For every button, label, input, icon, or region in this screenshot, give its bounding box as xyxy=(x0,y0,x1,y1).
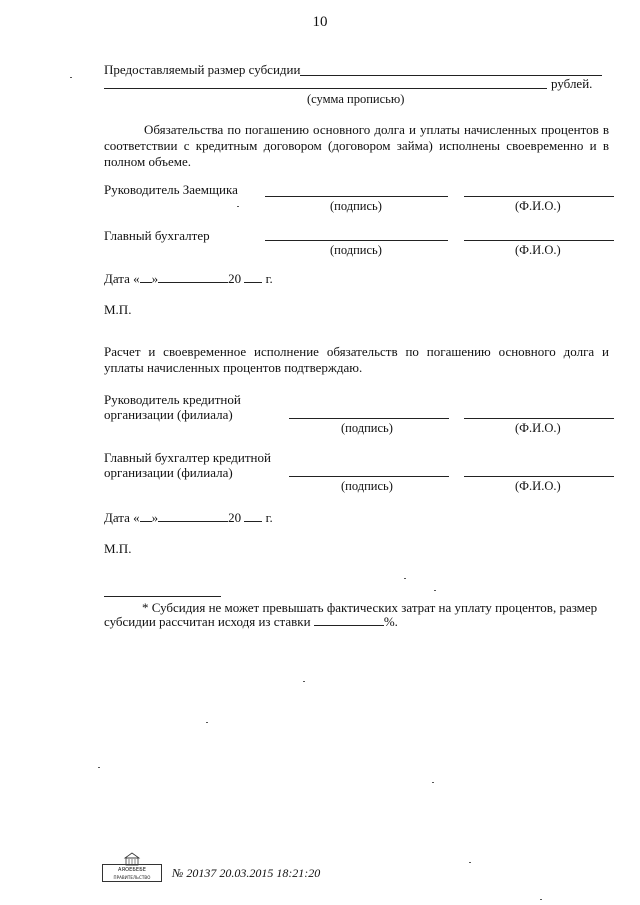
footnote-line-2 xyxy=(104,614,398,630)
obligations-paragraph: Обязательства по погашению основного долга и уплаты начисленных процентов в соответствии с кредитным договором (договором займа) исполнены своевременно и в полном объеме. xyxy=(104,122,609,169)
bank-head-label xyxy=(104,392,241,422)
bank-head-signature-caption: (подпись) xyxy=(341,421,393,435)
borrower-head-signature-caption: (подпись) xyxy=(330,199,382,213)
borrower-accountant-signature-line[interactable] xyxy=(265,240,448,241)
borrower-head-label: Руководитель Заемщика xyxy=(104,182,238,197)
bank-head-signature-line[interactable] xyxy=(289,418,449,419)
scan-speck xyxy=(404,578,406,579)
subsidy-label: Предоставляемый размер субсидии xyxy=(104,62,301,77)
confirmation-paragraph: Расчет и своевременное исполнение обязательств по погашению основного долга и уплаты начисленных процентов подтверждаю. xyxy=(104,344,609,375)
borrower-date-quote-close: » xyxy=(151,271,159,286)
bank-date-month-field[interactable] xyxy=(158,510,228,522)
bank-accountant-signature-line[interactable] xyxy=(289,476,449,477)
scan-speck xyxy=(70,77,72,78)
stamp-box xyxy=(102,864,162,882)
scan-speck xyxy=(432,782,434,783)
borrower-accountant-signature-caption: (подпись) xyxy=(330,243,382,257)
bank-date-day-field[interactable] xyxy=(140,510,152,522)
subsidy-caption: (сумма прописью) xyxy=(307,92,405,106)
footnote-line-2-suffix: %. xyxy=(383,614,398,629)
bank-accountant-label xyxy=(104,450,271,480)
bank-accountant-label-line1: Главный бухгалтер кредитной xyxy=(104,450,271,465)
bank-head-name-caption: (Ф.И.О.) xyxy=(515,421,561,435)
scan-speck xyxy=(98,767,100,768)
bank-date-prefix: Дата « xyxy=(104,510,140,525)
bank-seal-mark: М.П. xyxy=(104,541,132,556)
bank-date-row xyxy=(104,510,273,526)
borrower-date-year-prefix: 20 xyxy=(228,271,242,286)
bank-accountant-name-caption: (Ф.И.О.) xyxy=(515,479,561,493)
scan-speck xyxy=(469,862,471,863)
bank-head-name-line[interactable] xyxy=(464,418,614,419)
scan-speck xyxy=(206,722,208,723)
bank-date-quote-close: » xyxy=(151,510,159,525)
bank-head-label-line1: Руководитель кредитной xyxy=(104,392,241,407)
subsidy-amount-line-2[interactable] xyxy=(104,88,547,89)
borrower-seal-mark: М.П. xyxy=(104,302,132,317)
bank-date-suffix: г. xyxy=(265,510,273,525)
borrower-head-name-line[interactable] xyxy=(464,196,614,197)
bank-date-year-prefix: 20 xyxy=(228,510,242,525)
borrower-date-month-field[interactable] xyxy=(158,271,228,283)
scan-speck xyxy=(237,206,239,207)
footnote-separator xyxy=(104,596,221,597)
borrower-accountant-name-line[interactable] xyxy=(464,240,614,241)
borrower-date-year-field[interactable] xyxy=(244,271,262,283)
scan-speck xyxy=(303,681,305,682)
borrower-head-name-caption: (Ф.И.О.) xyxy=(515,199,561,213)
bank-accountant-signature-caption: (подпись) xyxy=(341,479,393,493)
registration-number: № 20137 20.03.2015 18:21:20 xyxy=(172,866,321,880)
borrower-date-suffix: г. xyxy=(265,271,273,286)
bank-accountant-label-line2: организации (филиала) xyxy=(104,465,233,480)
borrower-date-day-field[interactable] xyxy=(140,271,152,283)
borrower-date-row xyxy=(104,271,273,287)
scan-speck xyxy=(434,590,436,591)
scan-speck xyxy=(540,899,542,900)
stamp-logo-letters: АЯОЕБЕБЕ xyxy=(118,867,146,873)
bank-date-year-field[interactable] xyxy=(244,510,262,522)
borrower-accountant-name-caption: (Ф.И.О.) xyxy=(515,243,561,257)
footnote-rate-field[interactable] xyxy=(314,614,384,626)
borrower-accountant-label: Главный бухгалтер xyxy=(104,228,210,243)
footnote-line-1: * Субсидия не может превышать фактических затрат на уплату процентов, размер xyxy=(142,600,598,615)
page-number: 10 xyxy=(312,14,328,30)
borrower-head-signature-line[interactable] xyxy=(265,196,448,197)
borrower-date-prefix: Дата « xyxy=(104,271,140,286)
bank-accountant-name-line[interactable] xyxy=(464,476,614,477)
subsidy-unit: рублей. xyxy=(551,76,593,91)
bank-head-label-line2: организации (филиала) xyxy=(104,407,233,422)
footnote-line-2-prefix: субсидии рассчитан исходя из ставки xyxy=(104,614,311,629)
stamp-logo-sub: ПРАВИТЕЛЬСТВО xyxy=(113,875,151,880)
registration-stamp xyxy=(102,852,164,886)
